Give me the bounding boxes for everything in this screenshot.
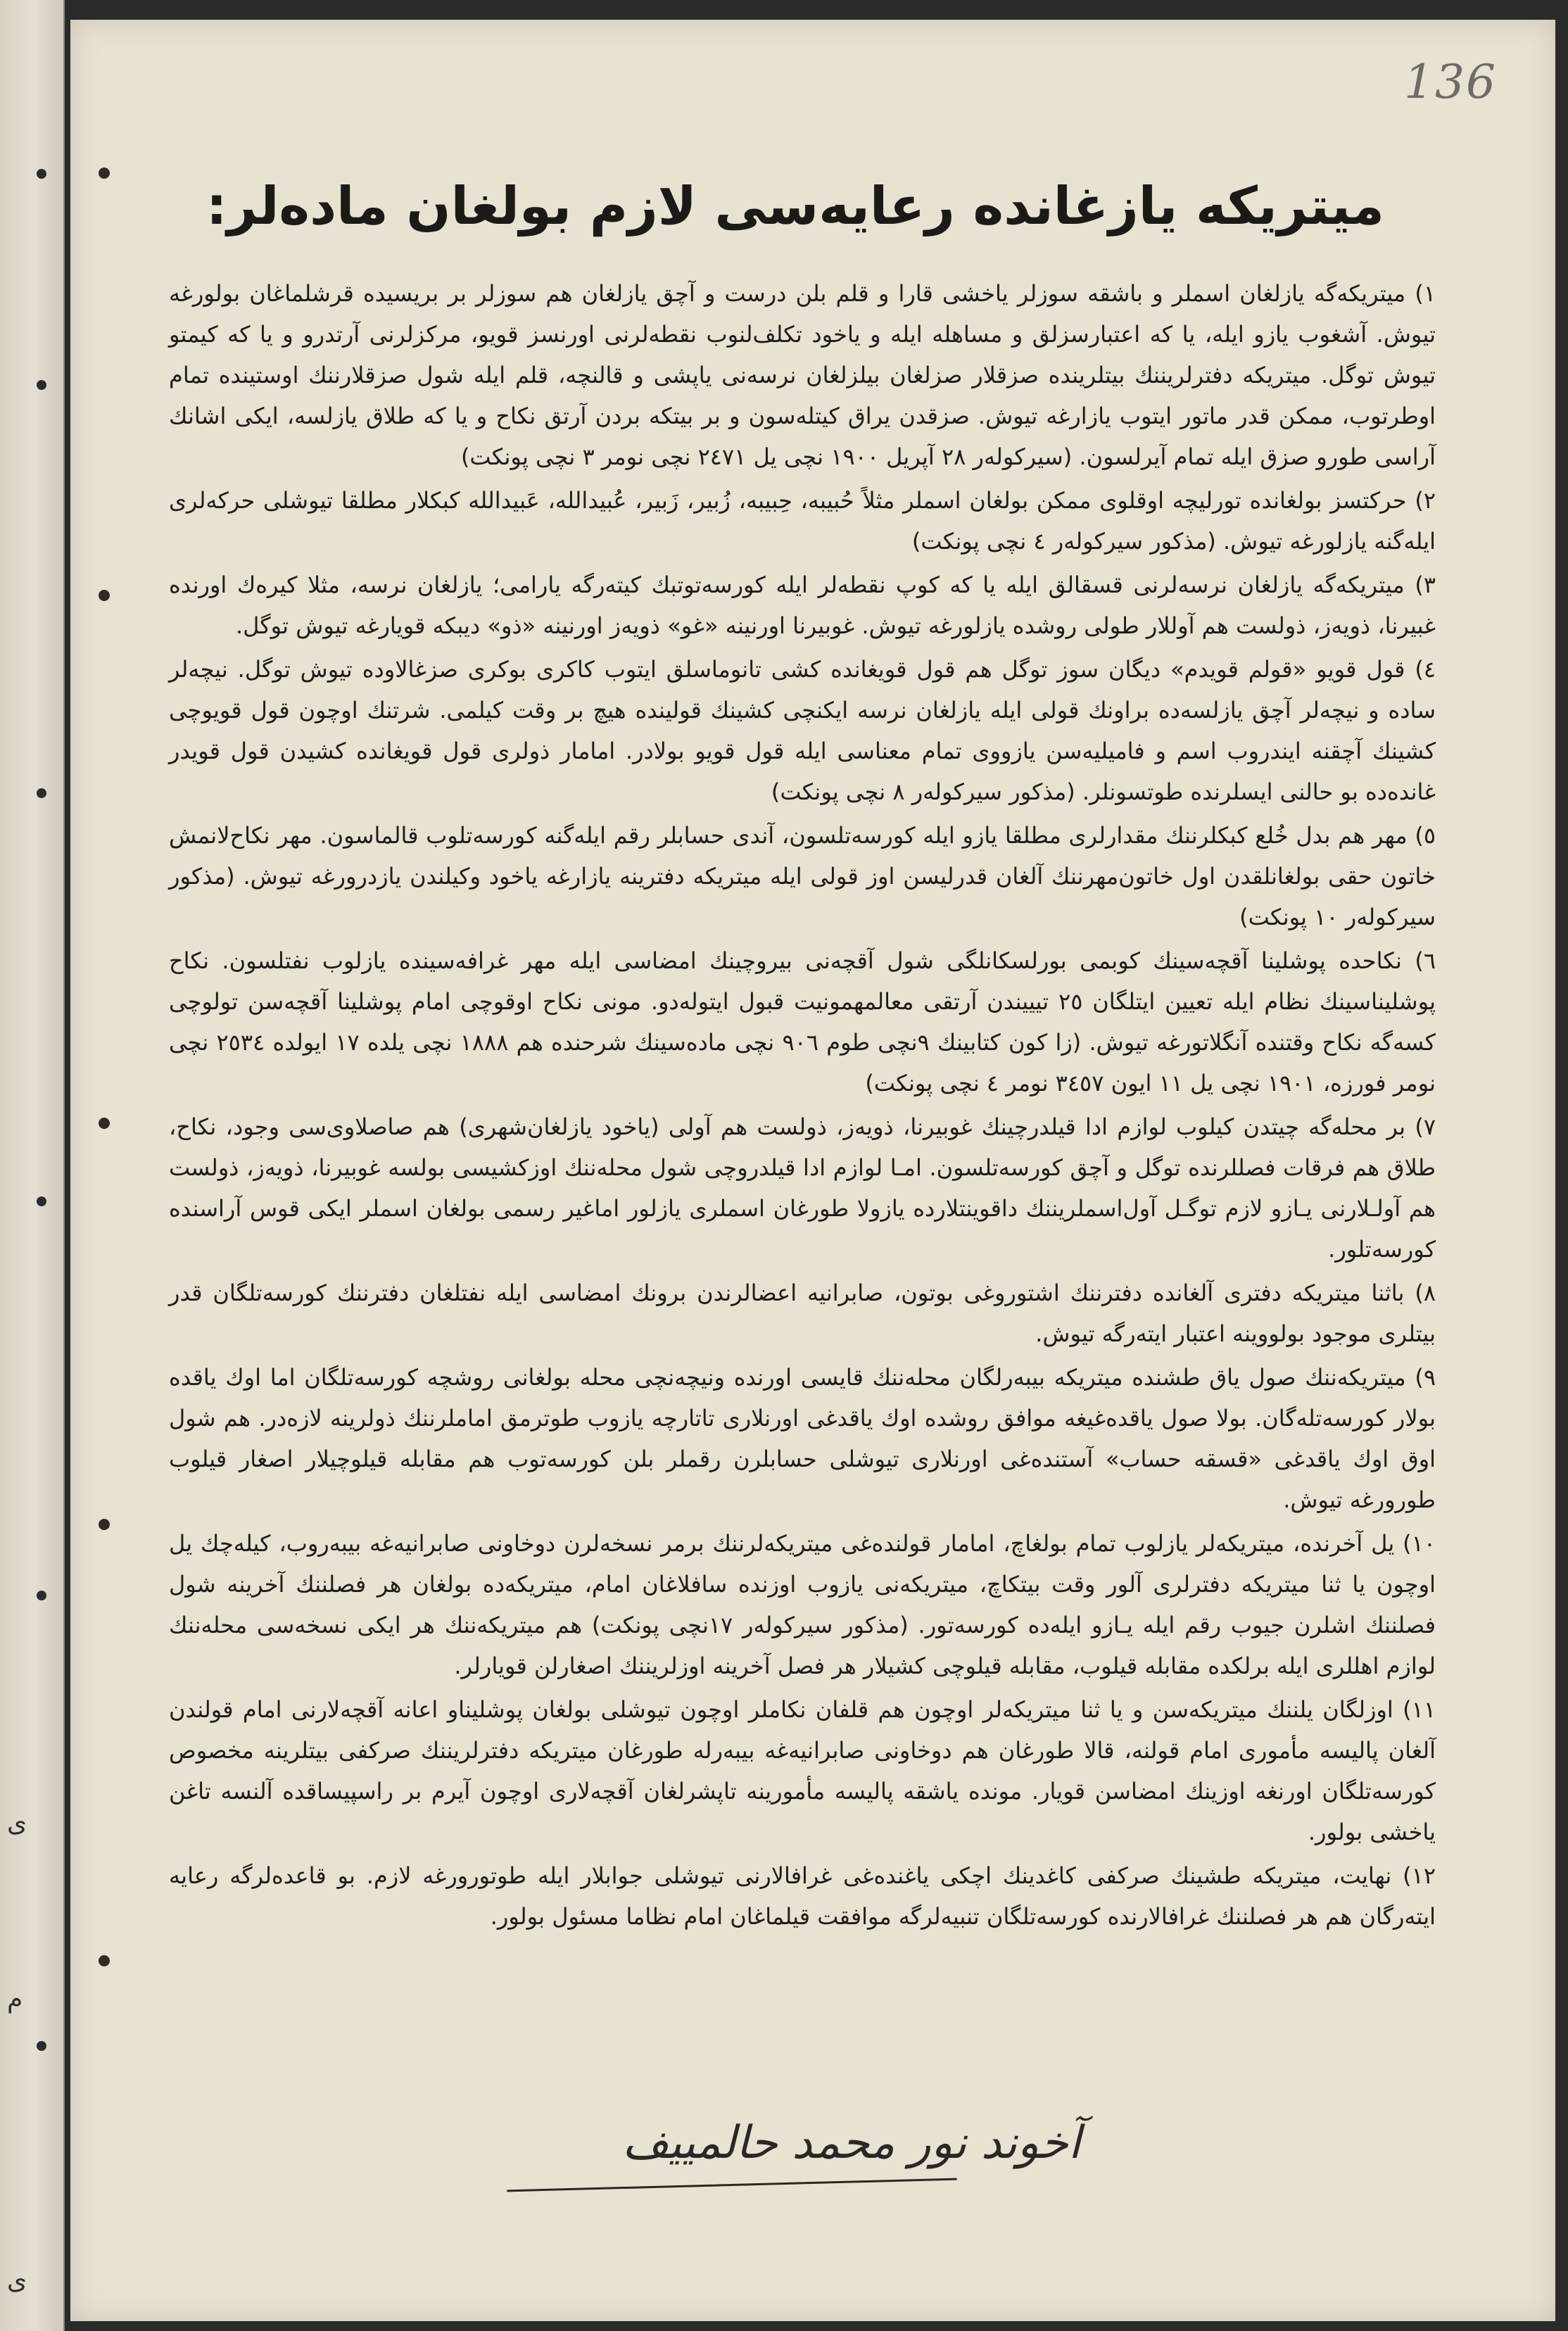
binding-hole — [37, 1196, 46, 1206]
rule-item: ١٢) نهایت، میتریکه طشینك صرکفی کاغدینك اچکی یاغنده‌غی غرافالارنی تیوشلی جوابلار ایله طوتورورغه لازم. بو قاعده‌لرگه رعایه ایته‌رگان هم هر فصلننك غرافالارنده کورسه‌تلگان تنبیه‌لرگه موافقت قیلماغان امام نظاما مسئول بولور. — [169, 1862, 1436, 1930]
punch-hole — [99, 1519, 110, 1530]
binding-hole — [37, 2041, 46, 2051]
rule-item: ٤) قول قویو «قولم قویدم» دیگان سوز توگل هم قول قویغانده کشی تانوماسلق ایتوب کاکری بوکری صزغالاوده تیوش توگل. نیچه‌لر ساده و نیچه‌لر آچق یازلسه‌ده براونك قولی ایله یازلغان نرسه ایکنچی کشینك قولینده هیچ بر وقت کیلمی. شرتنك اوچون قول قویوچی کشینك آچقنه ایندروب اسم و فامیلیه‌سن یازووی تمام معناسی ایله قول قویو بولادر. امامار ذولری قول قویغانده کشیدن قول قویدر غانده‌ده بو حالنی ایسلرنده طوتسونلر. (مذکور سیرکوله‌ر ٨ نچی پونکت) — [169, 656, 1436, 805]
document-page — [70, 20, 1555, 2321]
rule-item: ٦) نکاحده پوشلینا آقچه‌سینك کوبمی بورلسکانلگی شول آقچه‌نی بیروچینك امضاسی ایله مهر غرافه‌سینده یازلوب نفتلسون. نکاح پوشلیناسینك نظام ایله تعیین ایتلگان ٢٥ تیییندن آرتقی معالمهمونیت قبول ایتوله‌دو. مونی نکاح اوقوچی امام پوشلینا آقچه‌سن تولوچی کسه‌گه نکاح وقتنده آنگلاتورغه تیوش. (زا کون کتابینك ٩نچی طوم ٩٠٦ نچی ماده‌سینك شرحنده هم ١٨٨٨ نچی یلده ١٧ ایولده ٢٥٣٤ نچی نومر فورزه، ١٩٠١ نچی یل ١١ ایون ٣٤٥٧ نومر ٤ نچی پونکت) — [169, 947, 1436, 1097]
punch-hole — [99, 590, 110, 601]
rule-item: ١) میتریکه‌گه یازلغان اسملر و باشقه سوزلر یاخشی قارا و قلم بلن درست و آچق یازلغان هم سوزلر بر بریسیده قرشلماغان بولورغه تیوش. آشغوب یازو ایله، یا که اعتبارسزلق و مساهله ایله و یاخود تکلف‌لنوب نقطه‌لرنی اورنسز قویو، مرکزلرنی آرتدرو و یا که کیمتو تیوش توگل. میتریکه دفترلریننك بیتلرینده صزقلار صزلغان بیلزلغان نرسه‌نی یاپشی و قالنچه، قلم ایله شول صزقلارننك اوستینده تمام اوطرتوب، ممکن قدر ماتور ایتوب یازارغه تیوش. صزقدن یراق کیتله‌سون و بر بیتکه بردن آرتق نکاح و یا که طلاق یازلسه، ایکی اشانك آراسی طورو صزق ایله تمام آیرلسون. (سیرکوله‌ر ٢٨ آپریل ١٩٠٠ نچی یل ٢٤٧١ نچی نومر ٣ نچی پونکت) — [169, 280, 1436, 470]
rules-list — [169, 273, 1436, 1940]
signature-underline — [507, 2178, 957, 2192]
rule-item: ٢) حرکتسز بولغانده تورلیچه اوقلوی ممکن بولغان اسملر مثلاً حُبیبه، حِبیبه، زُبیر، زَبیر، عُبیدالله، عَبیدالله کبکلار مطلقا تیوشلی حرکه‌لری ایله‌گنه یازلورغه تیوش. (مذکور سیرکوله‌ر ٤ نچی پونکت) — [169, 487, 1436, 555]
page-number: 136 — [1404, 55, 1497, 109]
margin-fragment: م — [7, 1985, 23, 2014]
rule-item: ٨) باثنا میتریکه دفتری آلغانده دفترننك اشتوروغی بوتون، صابرانیه اعضالرندن برونك امضاسی ایله نفتلغان دفترننك کورسه‌تلگان قدر بیتلری موجود بولووینه اعتبار ایته‌رگه تیوش. — [169, 1280, 1436, 1347]
binding-hole — [37, 169, 46, 179]
binding-strip — [0, 0, 65, 2331]
punch-hole — [99, 1955, 110, 1966]
signature: آخوند نور محمد حالمییف — [622, 2117, 1081, 2169]
rule-item: ٥) مهر هم بدل خُلع کبکلرننك مقدارلری مطلقا یازو ایله کورسه‌تلسون، آندی حسابلر رقم ایله‌گنه کورسه‌تلوب قالماسون. مهر نکاح‌لانمش خاتون حقی بولغانلقدن اول خاتون‌مهرننك آلغان قدرلیسن اوز قولی ایله میتریکه دفترینه یازارغه یاخود وکیلندن یازدرورغه تیوش. (مذکور سیرکوله‌ر ١٠ پونکت) — [169, 822, 1436, 930]
margin-fragment: ی — [7, 1809, 27, 1838]
binding-hole — [37, 788, 46, 798]
rule-item: ٧) بر محله‌گه چیتدن کیلوب لوازم ادا قیلدرچینك غوبیرنا، ذویه‌ز، ذولست هم آولی (یاخود یازلغان‌شهری) هم صاصلاوی‌سی وجود، نکاح، طلاق هم فرقات فصللرنده توگل و آچق کورسه‌تلسون. امـا لوازم ادا قیلدروچی شول محله‌ننك اوزکشیسی بولسه غوبیرنا، ذویه‌ز، ذولست هم آولـلارنی یـازو لازم توگـل آول‌اسملریننك داقوینتلارده یازولا طورغان اسملری یازلور اماغیر رسمی بولغان اسملر ایکی قوس آراسنده کورسه‌تلور. — [169, 1113, 1436, 1263]
punch-hole — [99, 168, 110, 179]
binding-hole — [37, 1591, 46, 1600]
margin-fragment: ی — [7, 2266, 27, 2295]
rule-item: ٩) میتریکه‌ننك صول یاق طشنده میتریکه بیبه‌رلگان محله‌ننك قایسی اورنده ونیچه‌نچی محله بولغانی روشچه کورسه‌تلگان اما اوك یاقده بولار کورسه‌تله‌گان. بولا صول یاقده‌غیغه موافق روشده اوك یاقدغی اورنلاری تاتارچه یازوب طوترمق اماملرننك ذولرینه لازه‌در. هم شول اوق اوك یاقدغی «قسقه حساب» آستنده‌غی اورنلاری تیوشلی حسابلرن رقملر بلن کورسه‌توب هم مقابله قیلوچیلار اصغار قیلوب طورورغه تیوش. — [169, 1364, 1436, 1513]
rule-item: ١٠) یل آخرنده، میتریکه‌لر یازلوب تمام بولغاچ، امامار قولنده‌غی میتریکه‌لرننك برمر نسخه‌لرن دوخاونی صابرانیه‌غه بیبه‌روب، کیله‌چك یل اوچون یا ثنا میتریکه دفترلری آلور وقت بیتکاچ، میتریکه‌نی یازوب اوزنده سافلاغان امام، میتریکه‌ده بولغان هر فصلننك آخرینه شول فصلننك اشلرن جیوب رقم ایله یـازو ایله‌ده کورسه‌تور. (مذکور سیرکوله‌ر ١٧نچی پونکت) هم میتریکه‌ننك هر ایکی نسخه‌سی محله‌ننك لوازم اهللری ایله برلکده مقابله قیلوب، مقابله قیلوچی کشیلار هر فصل آخرینه اوزلریننك اصغارلن قویارلر. — [169, 1530, 1436, 1679]
rule-item: ١١) اوزلگان یلننك میتریکه‌سن و یا ثنا میتریکه‌لر اوچون هم قلفان نکاملر اوچون تیوشلی بولغان پوشلیناو اعانه آقچه‌لارنی امام قولندن آلغان پالیسه مأموری امام قولنه، قالا طورغان هم دوخاونی صابرانیه‌غه بیبه‌رله طورغان میتریکه دفترلریننك صرکفی بیتلرینه مخصوص کورسه‌تلگان اورنغه اوزینك امضاسن قویار. مونده یاشقه پالیسه مأمورینه تاپشرلغان آقچه‌لاری اوچون آیرم بر راسپیساقده آلنسه تاغن یاخشی بولور. — [169, 1696, 1436, 1845]
rule-item: ٣) میتریکه‌گه یازلغان نرسه‌لرنی قسقالق ایله یا که کوپ نقطه‌لر ایله کورسه‌توتبك کیته‌رگه یارامی؛ یازلغان نرسه، مثلا کیره‌ك اورنده غبیرنا، ذویه‌ز، ذولست هم آوللار طولی روشده یازلورغه تیوش. غوبیرنا اورنینه «غو» ذویه‌ز اورنینه «ذو» دیبکه قویارغه تیوش توگل. — [169, 571, 1436, 639]
binding-hole — [37, 380, 46, 390]
punch-hole — [99, 1118, 110, 1129]
document-title: میتریکه یازغانده رعایه‌سی لازم بولغان ماده‌لر: — [206, 176, 1385, 236]
